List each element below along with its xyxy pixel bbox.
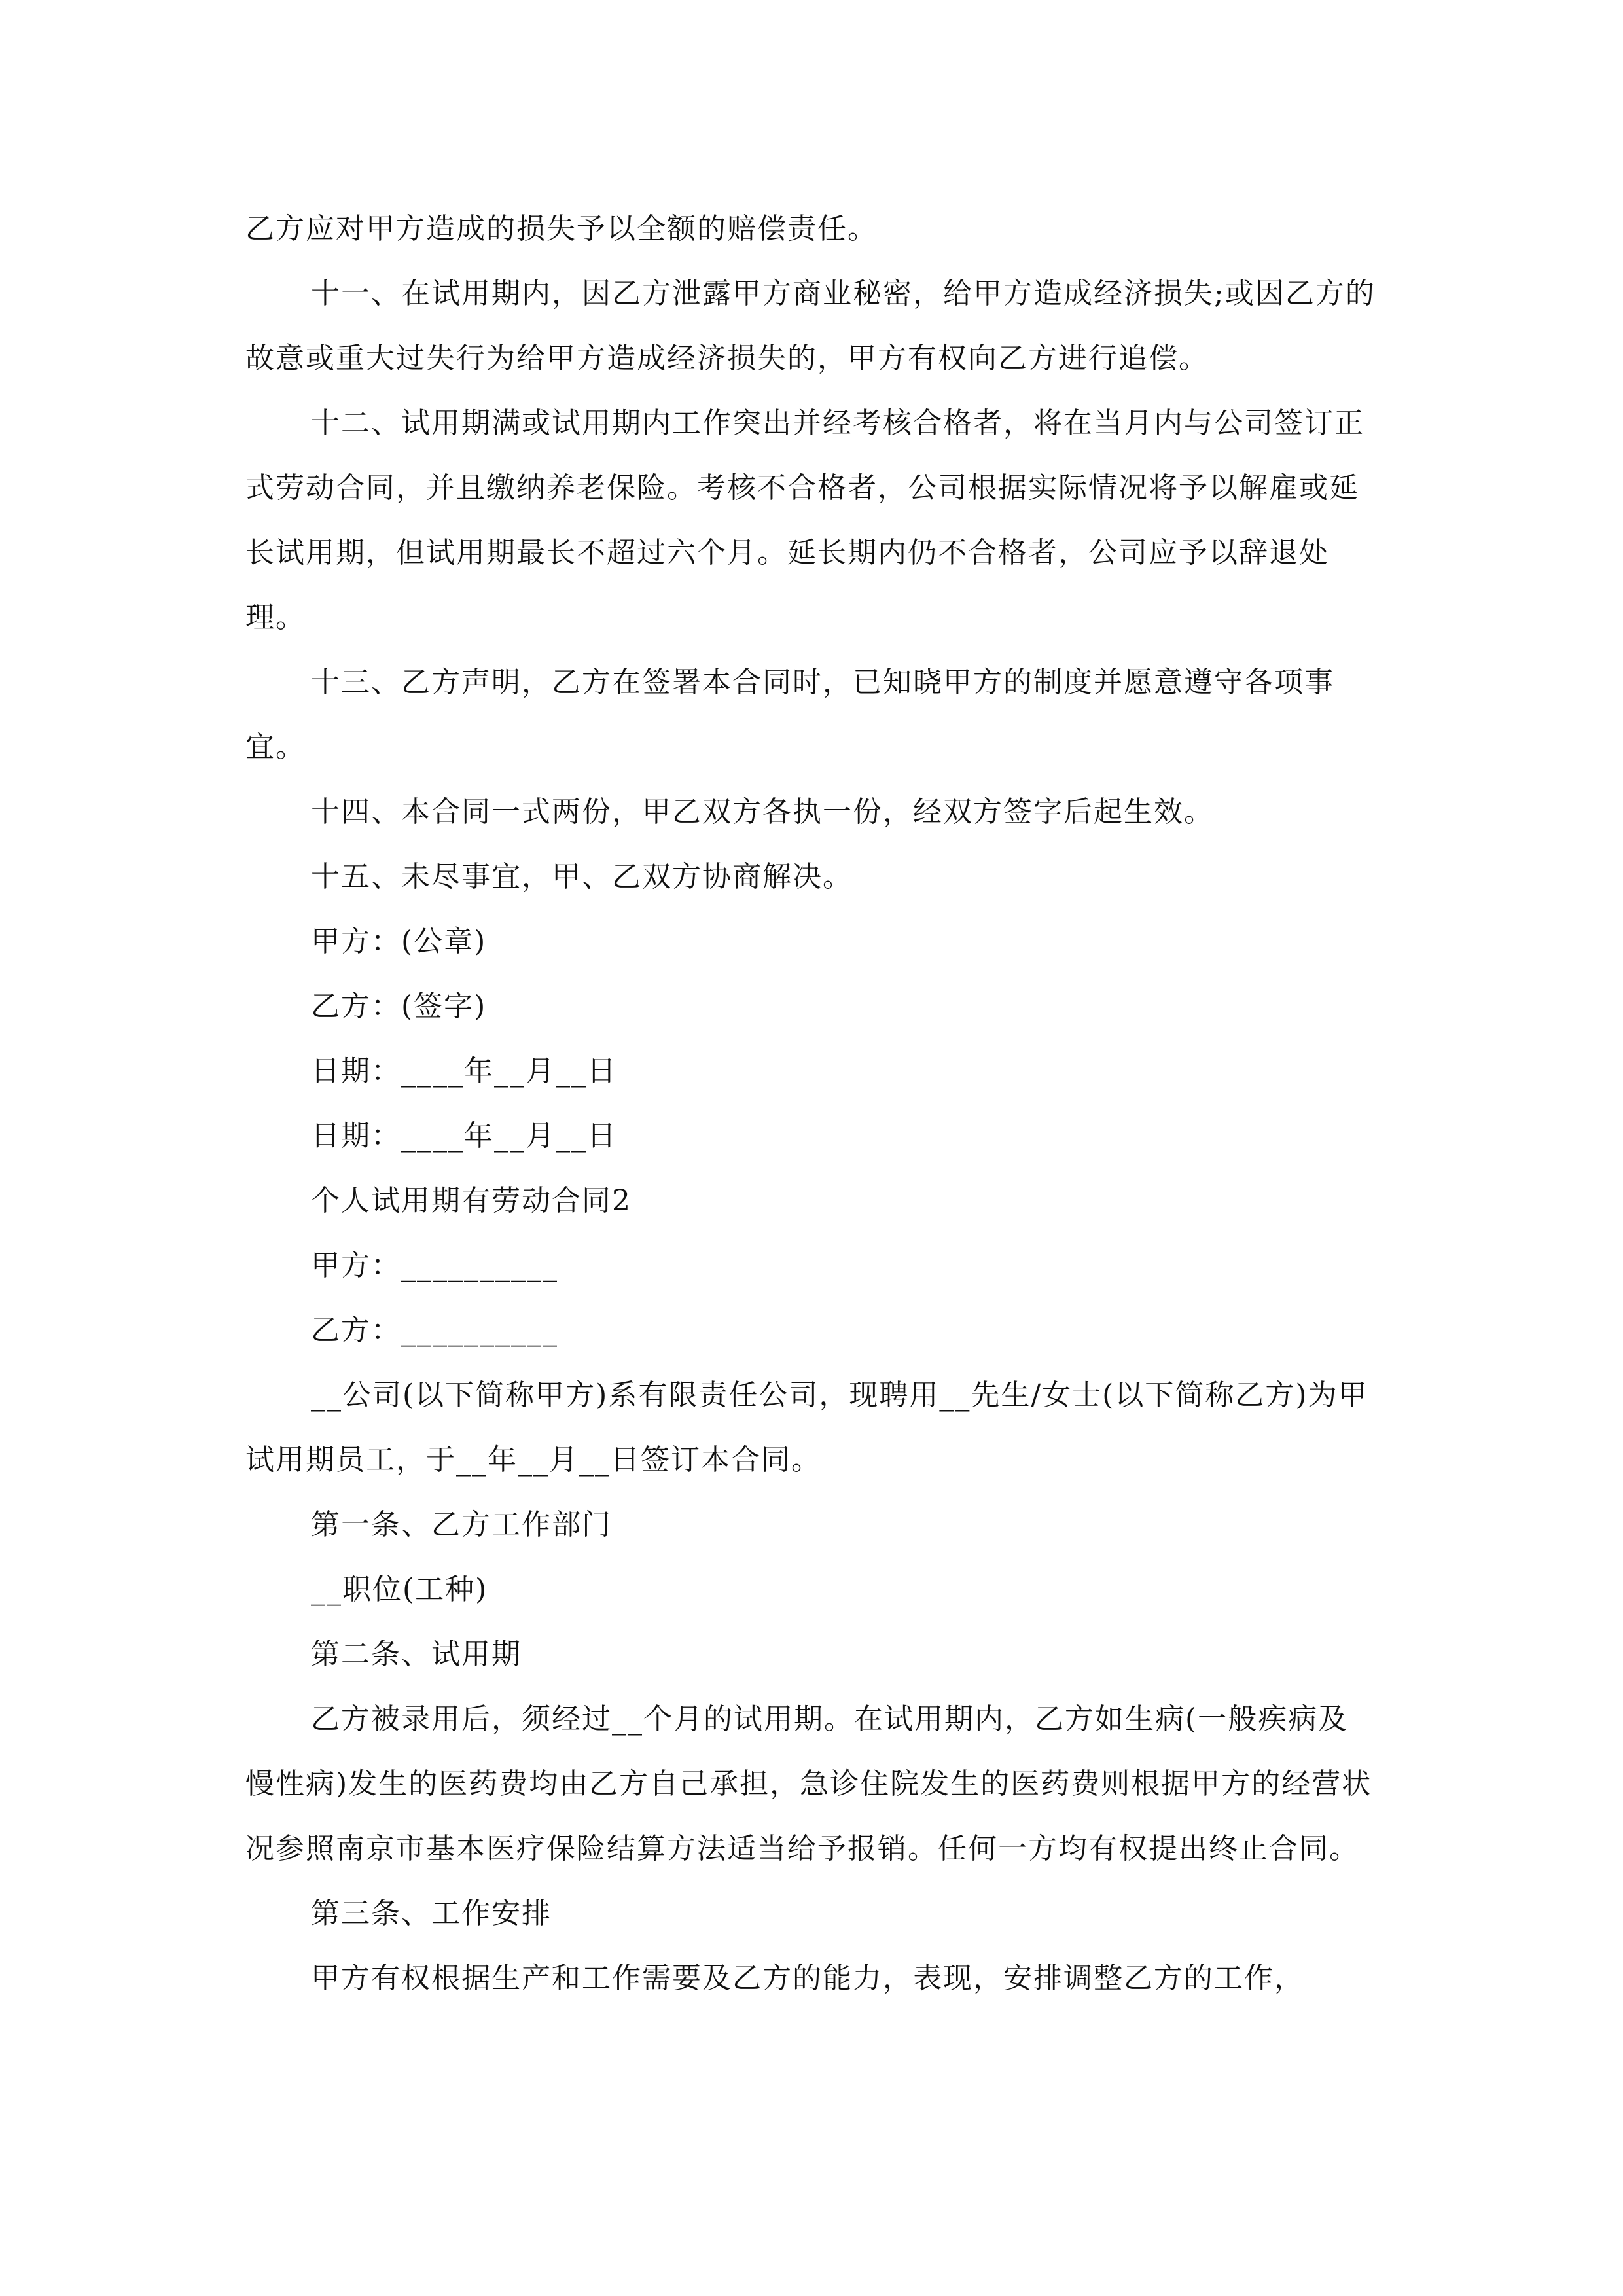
article-3-heading: 第三条、工作安排	[311, 1897, 552, 1930]
clause-12: 十二、试用期满或试用期内工作突出并经考核合格者，将在当月内与公司签订正式劳动合同，并且缴纳养老保险。考核不合格者，公司根据实际情况将予以解雇或延长试用期，但试用期最长不超过六个月。延长期内仍不合格者，公司应予以辞退处理。	[245, 406, 1364, 634]
paragraph-compensation-liability: 乙方应对甲方造成的损失予以全额的赔偿责任。	[245, 212, 878, 245]
contract-2-title: 个人试用期有劳动合同2	[311, 1184, 632, 1217]
clause-14: 十四、本合同一式两份，甲乙双方各执一份，经双方签字后起生效。	[311, 795, 1214, 829]
article-1-heading: 第一条、乙方工作部门	[311, 1508, 612, 1541]
clause-13: 十三、乙方声明，乙方在签署本合同时，已知晓甲方的制度并愿意遵守各项事宜。	[245, 666, 1334, 764]
date-line-1: 日期：____年__月__日	[311, 1054, 617, 1088]
article-2-body: 乙方被录用后，须经过__个月的试用期。在试用期内，乙方如生病(一般疾病及慢性病)发生的医药费均由乙方自己承担，急诊住院发生的医药费则根据甲方的经营状况参照南京市基本医疗保险结算方法适当给予报销。任何一方均有权提出终止合同。	[245, 1702, 1372, 1865]
article-2-heading: 第二条、试用期	[311, 1638, 522, 1671]
party-b-signature: 乙方：(签字)	[311, 990, 487, 1023]
clause-15: 十五、未尽事宜，甲、乙双方协商解决。	[311, 860, 853, 893]
contract-intro: __公司(以下简称甲方)系有限责任公司，现聘用__先生/女士(以下简称乙方)为甲试用期员工，于__年__月__日签订本合同。	[245, 1378, 1368, 1477]
article-1-position: __职位(工种)	[311, 1573, 488, 1606]
document-body	[245, 196, 1378, 2011]
date-line-2: 日期：____年__月__日	[311, 1119, 617, 1153]
party-a-blank: 甲方：__________	[311, 1249, 558, 1282]
article-3-body: 甲方有权根据生产和工作需要及乙方的能力，表现，安排调整乙方的工作，	[311, 1962, 1304, 1995]
party-b-blank: 乙方：__________	[311, 1314, 558, 1347]
clause-11: 十一、在试用期内，因乙方泄露甲方商业秘密，给甲方造成经济损失;或因乙方的故意或重大过失行为给甲方造成经济损失的，甲方有权向乙方进行追偿。	[245, 277, 1376, 375]
party-a-seal: 甲方：(公章)	[311, 925, 487, 958]
